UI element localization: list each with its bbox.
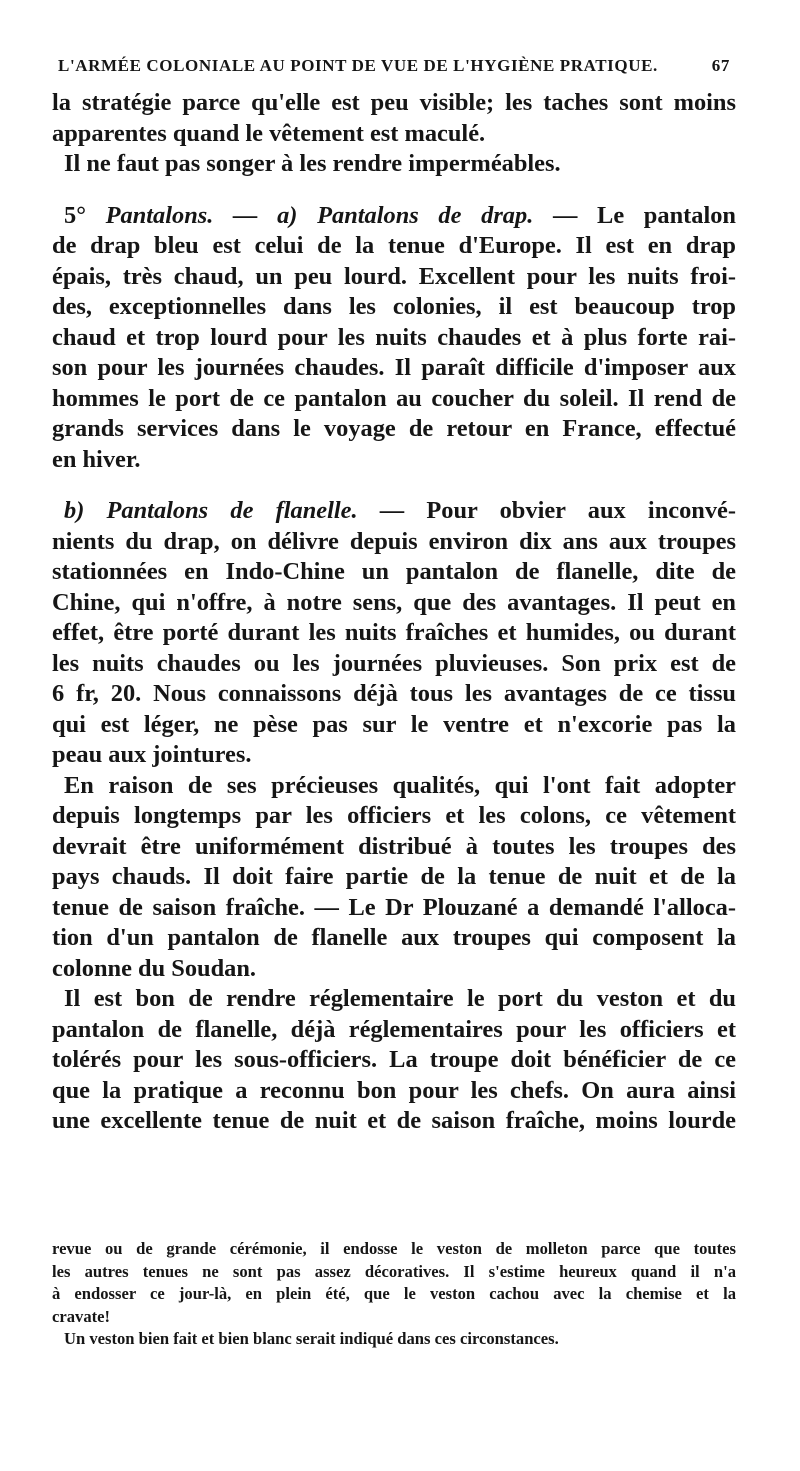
footnote-line: les autres tenues ne sont pas assez décoratives. Il s'estime heureux quand il n'a: [52, 1261, 736, 1281]
text-line: que la pratique a reconnu bon pour les chefs. On aura ainsi: [52, 1076, 736, 1104]
text-line: depuis longtemps par les officiers et les colons, ce vêtement: [52, 802, 736, 829]
section-number: 5°: [64, 201, 86, 229]
section-pantalons-drap: [52, 201, 736, 476]
text-line: 6 fr, 20. Nous connaissons déjà tous les avantages de ce tissu: [52, 680, 736, 707]
text-line: grands services dans le voyage de retour en France, effectué: [52, 415, 736, 442]
text-line: des, exceptionnelles dans les colonies, il est beaucoup trop: [52, 293, 736, 320]
section-text: — Le pantalon: [533, 201, 736, 229]
text-line: hommes le port de ce pantalon au coucher du soleil. Il rend de: [52, 384, 736, 412]
text-line: colonne du Soudan.: [52, 954, 257, 982]
text-line: [52, 201, 736, 232]
running-title: L'ARMÉE COLONIALE AU POINT DE VUE DE L'HYGIÈNE PRATIQUE.: [58, 56, 658, 75]
text-line: qui est léger, ne pèse pas sur le ventre et n'excorie pas la: [52, 710, 736, 738]
text-line: En raison de ses précieuses qualités, qui l'ont fait adopter: [64, 771, 736, 799]
text-line: pantalon de flanelle, déjà réglementaires pour les officiers et: [52, 1015, 736, 1043]
text-line: devrait être uniformément distribué à toutes les troupes des: [52, 832, 736, 860]
paragraph: [52, 984, 736, 1137]
text-line: tion d'un pantalon de flanelle aux troupes qui composent la: [52, 924, 736, 951]
footnote: [52, 1238, 736, 1351]
section-pantalons-flanelle: [52, 496, 736, 771]
section-title: b) Pantalons de flanelle.: [64, 497, 358, 524]
text-line: une excellente tenue de nuit et de saison fraîche, moins lourde: [52, 1107, 736, 1134]
text-line: en hiver.: [52, 445, 141, 473]
text-line: tenue de saison fraîche. — Le Dr Plouzané a demandé l'alloca-: [52, 893, 736, 921]
text-line: Il ne faut pas songer à les rendre imperméables.: [64, 150, 561, 177]
footnote-line: Un veston bien fait et bien blanc serait indiqué dans ces circonstances.: [64, 1329, 559, 1349]
text-line: tolérés pour les sous-officiers. La troupe doit bénéficier de ce: [52, 1046, 736, 1073]
running-header: [58, 56, 730, 76]
text-line: Chine, qui n'offre, à notre sens, que des avantages. Il peut en: [52, 588, 736, 616]
text-line: peau aux jointures.: [52, 741, 252, 768]
text-line: son pour les journées chaudes. Il paraît difficile d'imposer aux: [52, 354, 736, 381]
text-line: la stratégie parce qu'elle est peu visible; les taches sont moins: [52, 89, 736, 116]
section-title: Pantalons. — a) Pantalons de drap.: [105, 201, 534, 229]
text-line: chaud et trop lourd pour les nuits chaudes et à plus forte rai-: [52, 323, 736, 351]
main-text: [52, 88, 736, 1137]
section-text: — Pour obvier aux inconvé-: [357, 497, 736, 524]
paragraph: [52, 88, 736, 180]
text-line: pays chauds. Il doit faire partie de la tenue de nuit et de la: [52, 863, 736, 890]
footnote-line: revue ou de grande cérémonie, il endosse le veston de molleton parce que toutes: [52, 1239, 736, 1258]
text-line: effet, être porté durant les nuits fraîches et humides, ou durant: [52, 619, 736, 646]
text-line: [52, 496, 736, 527]
footnote-line: à endosser ce jour-là, en plein été, que le veston cachou avec la chemise et la: [52, 1284, 736, 1304]
text-line: nients du drap, on délivre depuis environ dix ans aux troupes: [52, 527, 736, 555]
text-line: de drap bleu est celui de la tenue d'Europe. Il est en drap: [52, 232, 736, 259]
text-line: les nuits chaudes ou les journées pluvieuses. Son prix est de: [52, 649, 736, 677]
footnote-line: cravate!: [52, 1306, 111, 1326]
text-line: apparentes quand le vêtement est maculé.: [52, 119, 486, 147]
paragraph: [52, 771, 736, 985]
page-number: 67: [711, 56, 730, 75]
text-line: Il est bon de rendre réglementaire le port du veston et du: [64, 985, 736, 1012]
text-line: épais, très chaud, un peu lourd. Excellent pour les nuits froi-: [52, 262, 736, 290]
text-line: stationnées en Indo-Chine un pantalon de flanelle, dite de: [52, 558, 736, 585]
